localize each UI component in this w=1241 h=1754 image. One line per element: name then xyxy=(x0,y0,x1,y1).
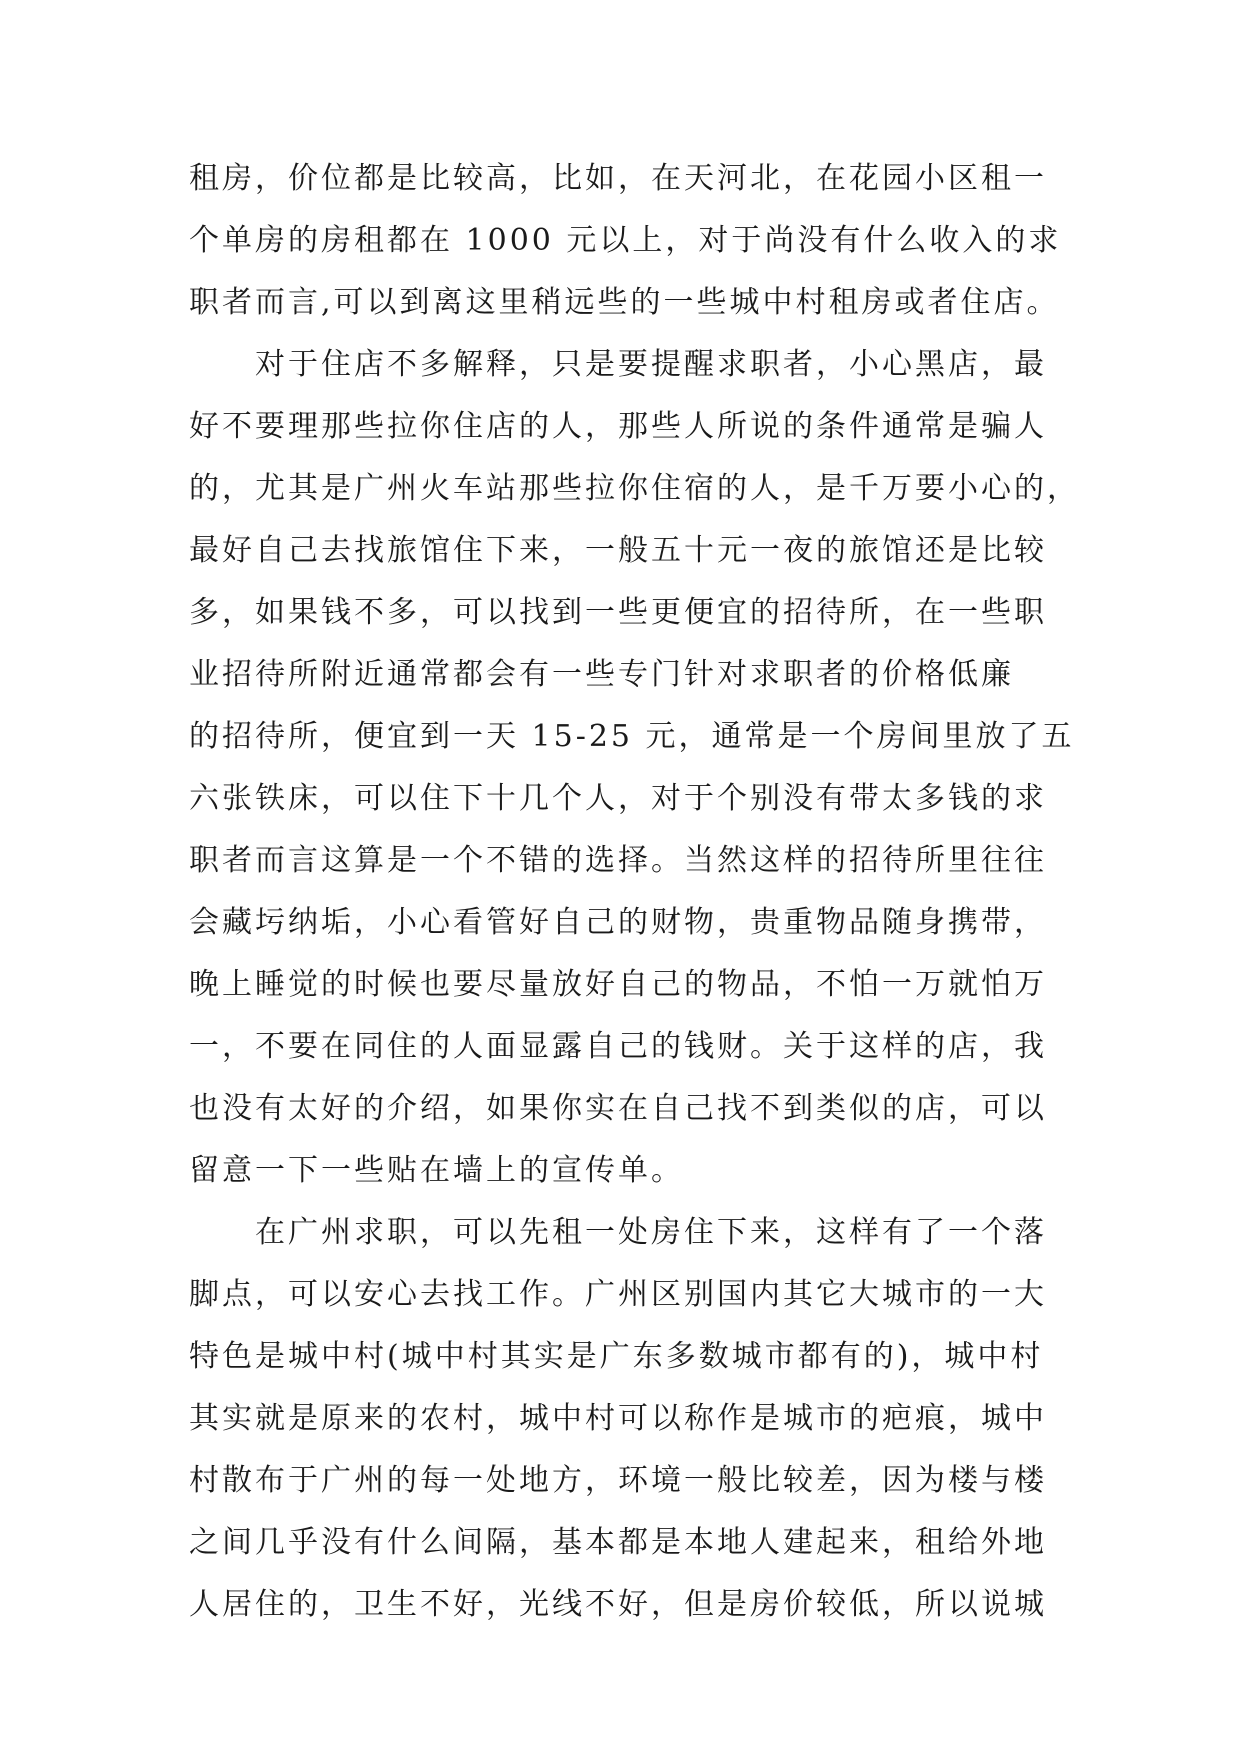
text-line: 晚上睡觉的时候也要尽量放好自己的物品，不怕一万就怕万 xyxy=(189,967,1047,1002)
text-line: 会藏圬纳垢，小心看管好自己的财物，贵重物品随身携带， xyxy=(189,905,1047,940)
paragraph-first-line: 在广州求职，可以先租一处房住下来，这样有了一个落 xyxy=(255,1215,1047,1250)
text-line: 一，不要在同住的人面显露自己的钱财。关于这样的店，我 xyxy=(189,1029,1047,1064)
text-line: 的招待所，便宜到一天 15-25 元，通常是一个房间里放了五 xyxy=(189,719,1075,754)
text-line: 职者而言,可以到离这里稍远些的一些城中村租房或者住店。 xyxy=(189,285,1060,320)
text-line: 人居住的，卫生不好，光线不好，但是房价较低，所以说城 xyxy=(189,1587,1047,1622)
body-text xyxy=(189,148,1080,1636)
text-line: 特色是城中村(城中村其实是广东多数城市都有的)，城中村 xyxy=(189,1339,1044,1374)
text-line: 之间几乎没有什么间隔，基本都是本地人建起来，租给外地 xyxy=(189,1525,1047,1560)
text-line: 六张铁床，可以住下十几个人，对于个别没有带太多钱的求 xyxy=(189,781,1047,816)
text-line: 业招待所附近通常都会有一些专门针对求职者的价格低廉 xyxy=(189,657,1014,692)
text-line: 村散布于广州的每一处地方，环境一般比较差，因为楼与楼 xyxy=(189,1463,1047,1498)
paragraph-first-line: 对于住店不多解释，只是要提醒求职者，小心黑店，最 xyxy=(255,347,1047,382)
text-line: 也没有太好的介绍，如果你实在自己找不到类似的店，可以 xyxy=(189,1091,1047,1126)
text-line: 的，尤其是广州火车站那些拉你住宿的人，是千万要小心的， xyxy=(189,471,1080,506)
text-line: 职者而言这算是一个不错的选择。当然这样的招待所里往往 xyxy=(189,843,1047,878)
text-line: 留意一下一些贴在墙上的宣传单。 xyxy=(189,1153,684,1188)
text-line: 好不要理那些拉你住店的人，那些人所说的条件通常是骗人 xyxy=(189,409,1047,444)
text-line: 个单房的房租都在 1000 元以上，对于尚没有什么收入的求 xyxy=(189,223,1062,258)
text-line: 多，如果钱不多，可以找到一些更便宜的招待所，在一些职 xyxy=(189,595,1047,630)
text-line: 脚点，可以安心去找工作。广州区别国内其它大城市的一大 xyxy=(189,1277,1047,1312)
text-line: 租房，价位都是比较高，比如，在天河北，在花园小区租一 xyxy=(189,161,1047,196)
text-line: 最好自己去找旅馆住下来，一般五十元一夜的旅馆还是比较 xyxy=(189,533,1047,568)
text-line: 其实就是原来的农村，城中村可以称作是城市的疤痕，城中 xyxy=(189,1401,1047,1436)
